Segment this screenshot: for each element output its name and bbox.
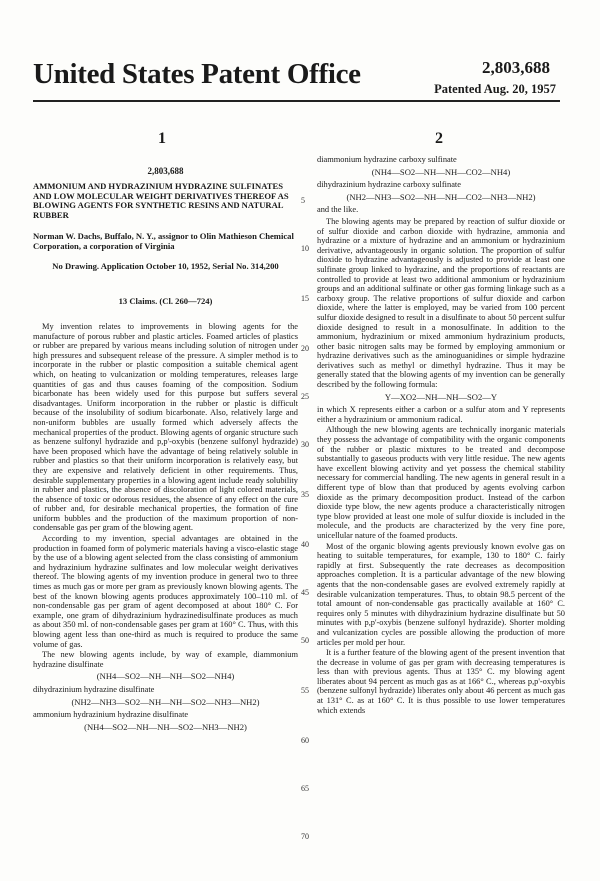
patent-number: 2,803,688 <box>482 58 550 77</box>
left-column-body <box>33 322 298 735</box>
line-number: 50 <box>301 636 309 645</box>
column-number-left: 1 <box>158 130 166 147</box>
formula: (NH4—SO2—NH—NH—CO2—NH4) <box>371 166 511 177</box>
paragraph: My invention relates to improvements in blowing agents for the manufacture of porous rubber and plastic articles. Foamed articles of plastics or rubber are prepared by various means including solution of nitrogen under high pressures and subsequent release of the pressure. A simpler method is to incorporate in the rubber or plastic composition a suitable chemical agent which, on heating to vulcanization or molding temperatures, releases large quantities of gas and thus causes foaming of the composition. Sodium bicarbonate has been widely used for this purpose but suffers several disadvantages. Uniform incorporation in the rubber or plastic is difficult because of the insolubility of sodium bicarbonate. Also, relatively large and non-uniform bubbles are usually formed which adversely affects the mechanical properties of the product. Blowing agents of organic structure such as benzene sulfonyl hydrazide and p,p'-oxybis (benzene sulfonyl hydrazide) have been proposed which have the advantage of being relatively soluble in rubber and plastics so that their uniform incorporation is relatively easy, but they are expensive and relatively deficient in other requirements. Thus, desirable supplementary properties in a blowing agent include ready solubility in rubber and plastics, the absence of discoloration of light colored materials, the absence of toxic or odorous residues, the absence of any effect on the cure of rubber and, for desirable mechanical properties, the formation of fine uniform bubbles and the production of the maximum proportion of non-condensable gas per gram of the blowing agent. <box>33 322 298 533</box>
line-number: 70 <box>301 832 309 841</box>
line-number: 15 <box>301 294 309 303</box>
formula: Y—XO2—NH—NH—SO2—Y <box>384 391 498 402</box>
paragraph: Most of the organic blowing agents previously known evolve gas on heating to suitable temperatures, for example, 130 to 180° C. fairly rapidly at first. Subsequently the rate decreases as decomposition approaches completion. It is a particular advantage of the new blowing agents that the non-condensable gases are evolved extremely rapidly at desirable vulcanization temperatures. Thus, to obtain 98.5 percent of the total amount of non-condensable gas practically available at 160° C. requires only 5 minutes with dihydrazinium hydrazine disulfinate but 50 minutes with p,p'-oxybis (benzene sulfonyl hydrazide). Shorter molding and vulcanization cycles are possible allowing the production of more articles per mold per hour. <box>317 541 565 647</box>
compound-label: dihydrazinium hydrazine disulfinate <box>33 684 155 694</box>
office-title: United States Patent Office <box>33 58 361 90</box>
invention-title: AMMONIUM AND HYDRAZINIUM HYDRAZINE SULFINATES AND LOW MOLECULAR WEIGHT DERIVATIVES THEREOF AS BLOWING AGENTS FOR SYNTHETIC RESINS AND NATURAL RUBBER <box>33 181 289 220</box>
line-number: 30 <box>301 440 309 449</box>
line-number: 5 <box>301 196 305 205</box>
header-rule <box>33 100 560 102</box>
line-number: 25 <box>301 392 309 401</box>
assignor: Norman W. Dachs, Buffalo, N. Y., assignor to Olin Mathieson Chemical Corporation, a corporation of Virginia <box>33 231 294 251</box>
paragraph: The new blowing agents include, by way of example, diammonium hydrazine disulfinate <box>33 650 298 669</box>
line-number: 10 <box>301 244 309 253</box>
front-number: 2,803,688 <box>147 166 184 176</box>
line-number: 20 <box>301 344 309 353</box>
paragraph: Although the new blowing agents are technically inorganic materials they possess the advantage of compatibility with the organic components of the rubber or plastic mixtures to be treated and decompose substantially to gaseous products with very little residue. The new agents have excellent blowing activity and yet possess the chemical stability necessary for commercial handling. The new agents in general result in a different type of blow than that produced by agents evolving carbon dioxide as the primary decomposition product. Instead of the carbon dioxide type blow, the new agents produce a characteristically nitrogen type blow provided at least one mole of sulfur dioxide is included in the molecule, and the products are characterized by the very fine pore, unicellular nature of the foamed products. <box>317 425 565 540</box>
right-column-body <box>317 152 565 716</box>
claims-info: 13 Claims. (Cl. 260—724) <box>118 296 213 306</box>
paragraph: According to my invention, special advantages are obtained in the production in foamed form of polymeric materials having a visco-elastic stage by the use of a blowing agent selected from the class consisting of ammonium and hydrazinium hydrazine sulfinates and low molecular weight derivatives thereof. The blowing agents of my invention produce in general two to three times as much gas or more per gram as previously known blowing agents. The best of the known blowing agents produces approximately 100–110 ml. of non-condensable gas per gram of agent decomposed at about 180° C. For example, one gram of dihydrazinium hydrazinedisulfinate produces as much as about 350 ml. of non-condensable gases per gram at 160° C. Thus, with this blowing agent less than one-third as much is required to produce the same volume of gas. <box>33 534 298 649</box>
paragraph: The blowing agents may be prepared by reaction of sulfur dioxide or of sulfur dioxide and carbon dioxide with hydrazine, ammonia and hydrazine or a mixture of hydrazine and an ammonium or hydrazinium derivative, advantageously in organic solution. The proportion of sulfur dioxide to hydrazine advantageously is adjusted to provide at least one sulfinate group linked to hydrazine, and the proportions of reactants are controlled to provide at least two additional ammonium or hydrazinium groups and an additional sulfinate or other gas forming linkage such as a carboxy group. The relative proportions of sulfur dioxide and carbon dioxide, where the latter is employed, may be varied from 100 percent sulfur dioxide designed to result in a disulfinate to about 50 percent sulfur dioxide designed to result in a monosulfinate. In addition to the ammonium, hydrazinium or mixed ammonium hydrazinium products, other basic nitrogen salts may be formed by employing ammonium or hydrazine derivatives such as the aminoguanidines or simple hydrazine derivatives such as methyl or dimethyl hydrazine. Thus it may be generally stated that the blowing agents of my invention can be generally described by the following formula: <box>317 216 565 390</box>
compound-label: diammonium hydrazine carboxy sulfinate <box>317 155 457 164</box>
line-number: 35 <box>301 490 309 499</box>
formula: (NH2—NH3—SO2—NH—NH—CO2—NH3—NH2) <box>346 191 536 202</box>
compound-label: ammonium hydrazinium hydrazine disulfinate <box>33 710 189 720</box>
compound-label: and the like. <box>317 205 359 215</box>
paragraph: It is a further feature of the blowing agent of the present invention that the decrease in volume of gas per gram with decreasing temperatures is less than with previous agents. Thus at 135° C. my blowing agent liberates about 94 percent as much gas as at 166° C., whereas p,p'-oxybis (benzene sulfonyl hydrazide) liberates only about 46 percent as much gas at 131° C. as at 160° C. It is thus possible to use lower temperatures which extends <box>317 648 565 715</box>
column-number-right: 2 <box>435 130 443 147</box>
patent-date: Patented Aug. 20, 1957 <box>434 82 556 96</box>
paragraph: in which X represents either a carbon or a sulfur atom and Y represents either a hydrazinium or ammonium radical. <box>317 405 565 424</box>
compound-label: dihydrazinium hydrazine carboxy sulfinate <box>317 180 461 190</box>
line-number: 45 <box>301 588 309 597</box>
application-info: No Drawing. Application October 10, 1952, Serial No. 314,200 <box>52 261 279 271</box>
line-number: 60 <box>301 736 309 745</box>
formula: (NH4—SO2—NH—NH—SO2—NH3—NH2) <box>84 721 247 732</box>
formula: (NH2—NH3—SO2—NH—NH—SO2—NH3—NH2) <box>71 696 260 707</box>
formula: (NH4—SO2—NH—NH—SO2—NH4) <box>96 671 235 682</box>
line-number: 55 <box>301 686 309 695</box>
line-number: 65 <box>301 784 309 793</box>
line-number: 40 <box>301 540 309 549</box>
